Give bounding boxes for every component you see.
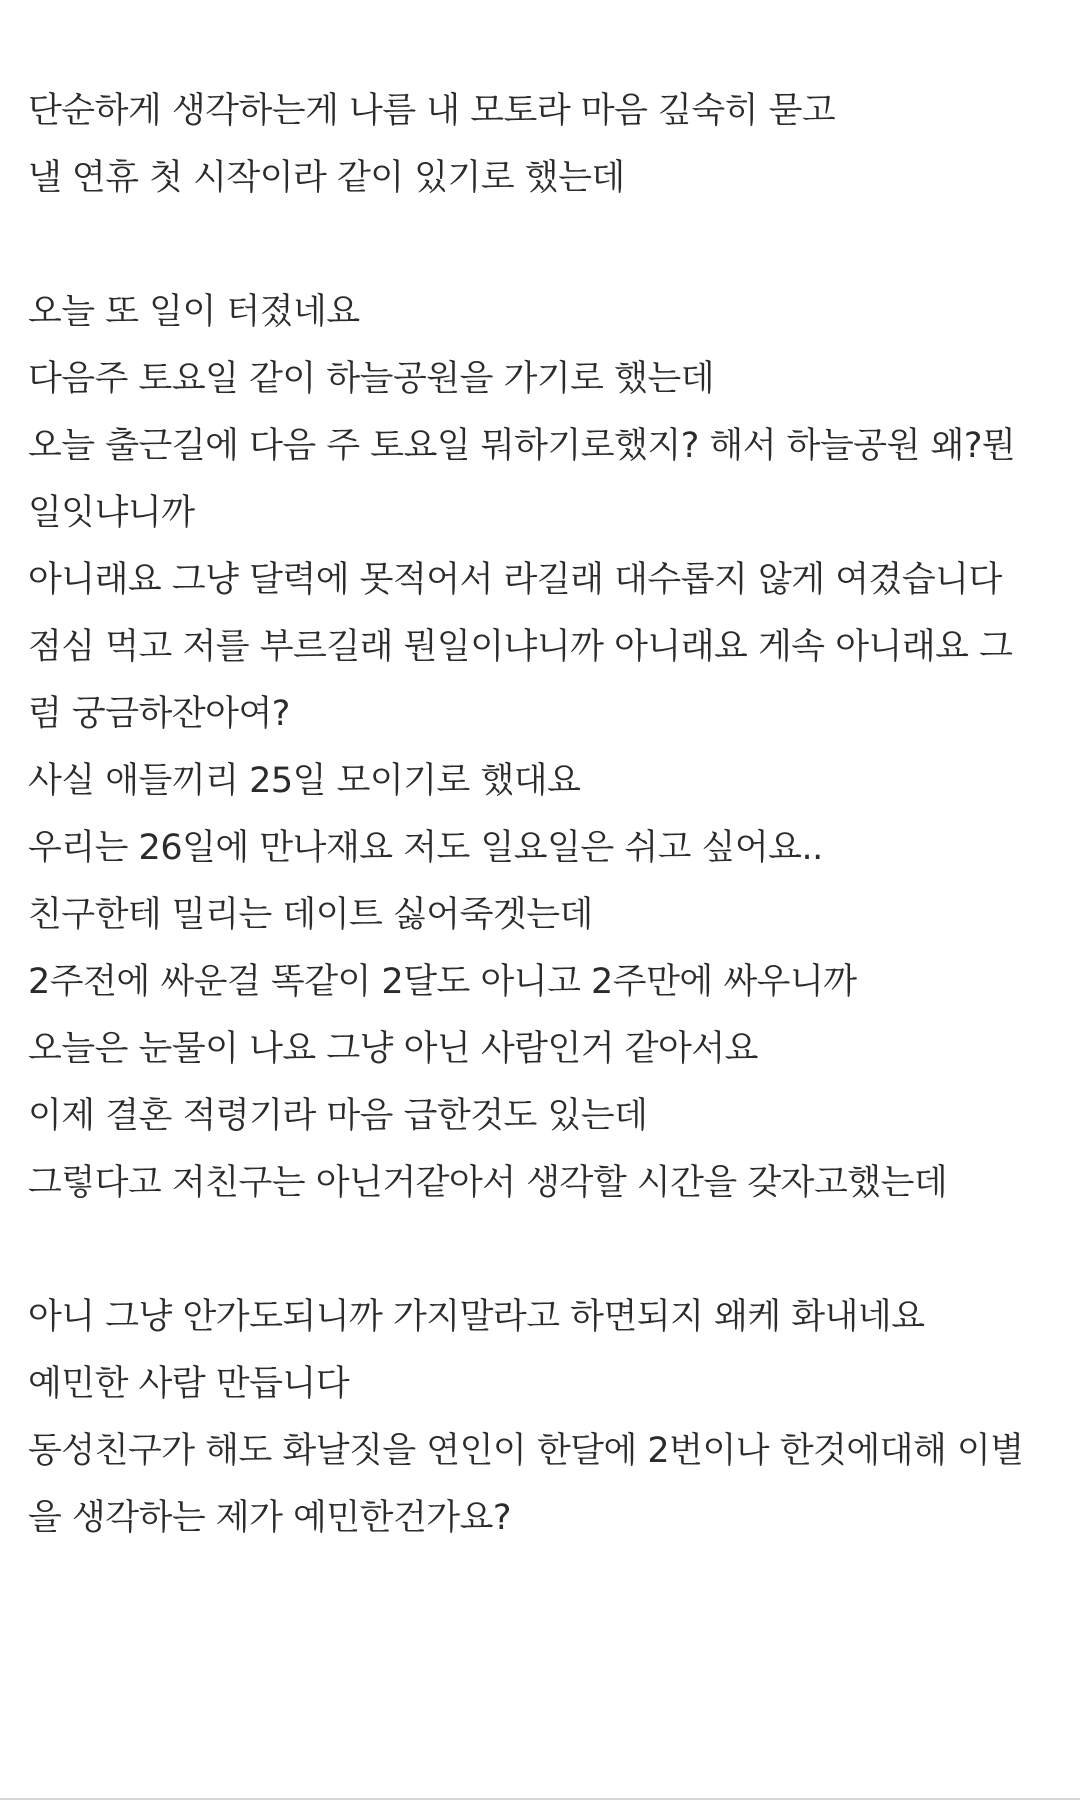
post-line-6: 일잇냐니까 — [28, 493, 195, 533]
post-line-14: 오늘은 눈물이 나요 그냥 아닌 사람인거 같아서요 — [28, 1029, 758, 1069]
post-line-13: 2주전에 싸운걸 똑같이 2달도 아니고 2주만에 싸우니까 — [28, 962, 857, 1002]
post-line-11: 우리는 26일에 만나재요 저도 일요일은 쉬고 싶어요.. — [28, 828, 823, 868]
post-line-19: 동성친구가 해도 화날짓을 연인이 한달에 2번이나 한것에대해 이별 — [28, 1431, 1024, 1471]
post-line-15: 이제 결혼 적령기라 마음 급한것도 있는데 — [28, 1096, 648, 1136]
post-blank-line — [28, 212, 1052, 279]
post-line-2: 낼 연휴 첫 시작이라 같이 있기로 했는데 — [28, 158, 625, 198]
post-line-16: 그렇다고 저친구는 아닌거같아서 생각할 시간을 갖자고했는데 — [28, 1163, 948, 1203]
post-line-5: 오늘 출근길에 다음 주 토요일 뭐하기로했지? 해서 하늘공원 왜?뭔 — [28, 426, 1016, 466]
post-line-18: 예민한 사람 만듭니다 — [28, 1364, 350, 1404]
post-line-10: 사실 애들끼리 25일 모이기로 했대요 — [28, 761, 581, 801]
post-blank-line — [28, 1217, 1052, 1284]
post-line-20: 을 생각하는 제가 예민한건가요? — [28, 1498, 511, 1538]
bottom-divider — [0, 1798, 1080, 1800]
post-line-4: 다음주 토요일 같이 하늘공원을 가기로 했는데 — [28, 359, 715, 399]
post-line-3: 오늘 또 일이 터졌네요 — [28, 292, 360, 332]
post-line-1: 단순하게 생각하는게 나름 내 모토라 마음 깊숙히 묻고 — [28, 91, 836, 131]
post-line-8: 점심 먹고 저를 부르길래 뭔일이냐니까 아니래요 게속 아니래요 그 — [28, 627, 1013, 667]
post-line-7: 아니래요 그냥 달력에 못적어서 라길래 대수롭지 않게 여겼습니다 — [28, 560, 1002, 600]
post-line-12: 친구한테 밀리는 데이트 싫어죽겟는데 — [28, 895, 593, 935]
post-line-9: 럼 궁금하잔아여? — [28, 694, 290, 734]
post-line-17: 아니 그냥 안가도되니까 가지말라고 하면되지 왜케 화내네요 — [28, 1297, 925, 1337]
post-body — [28, 78, 1052, 1552]
